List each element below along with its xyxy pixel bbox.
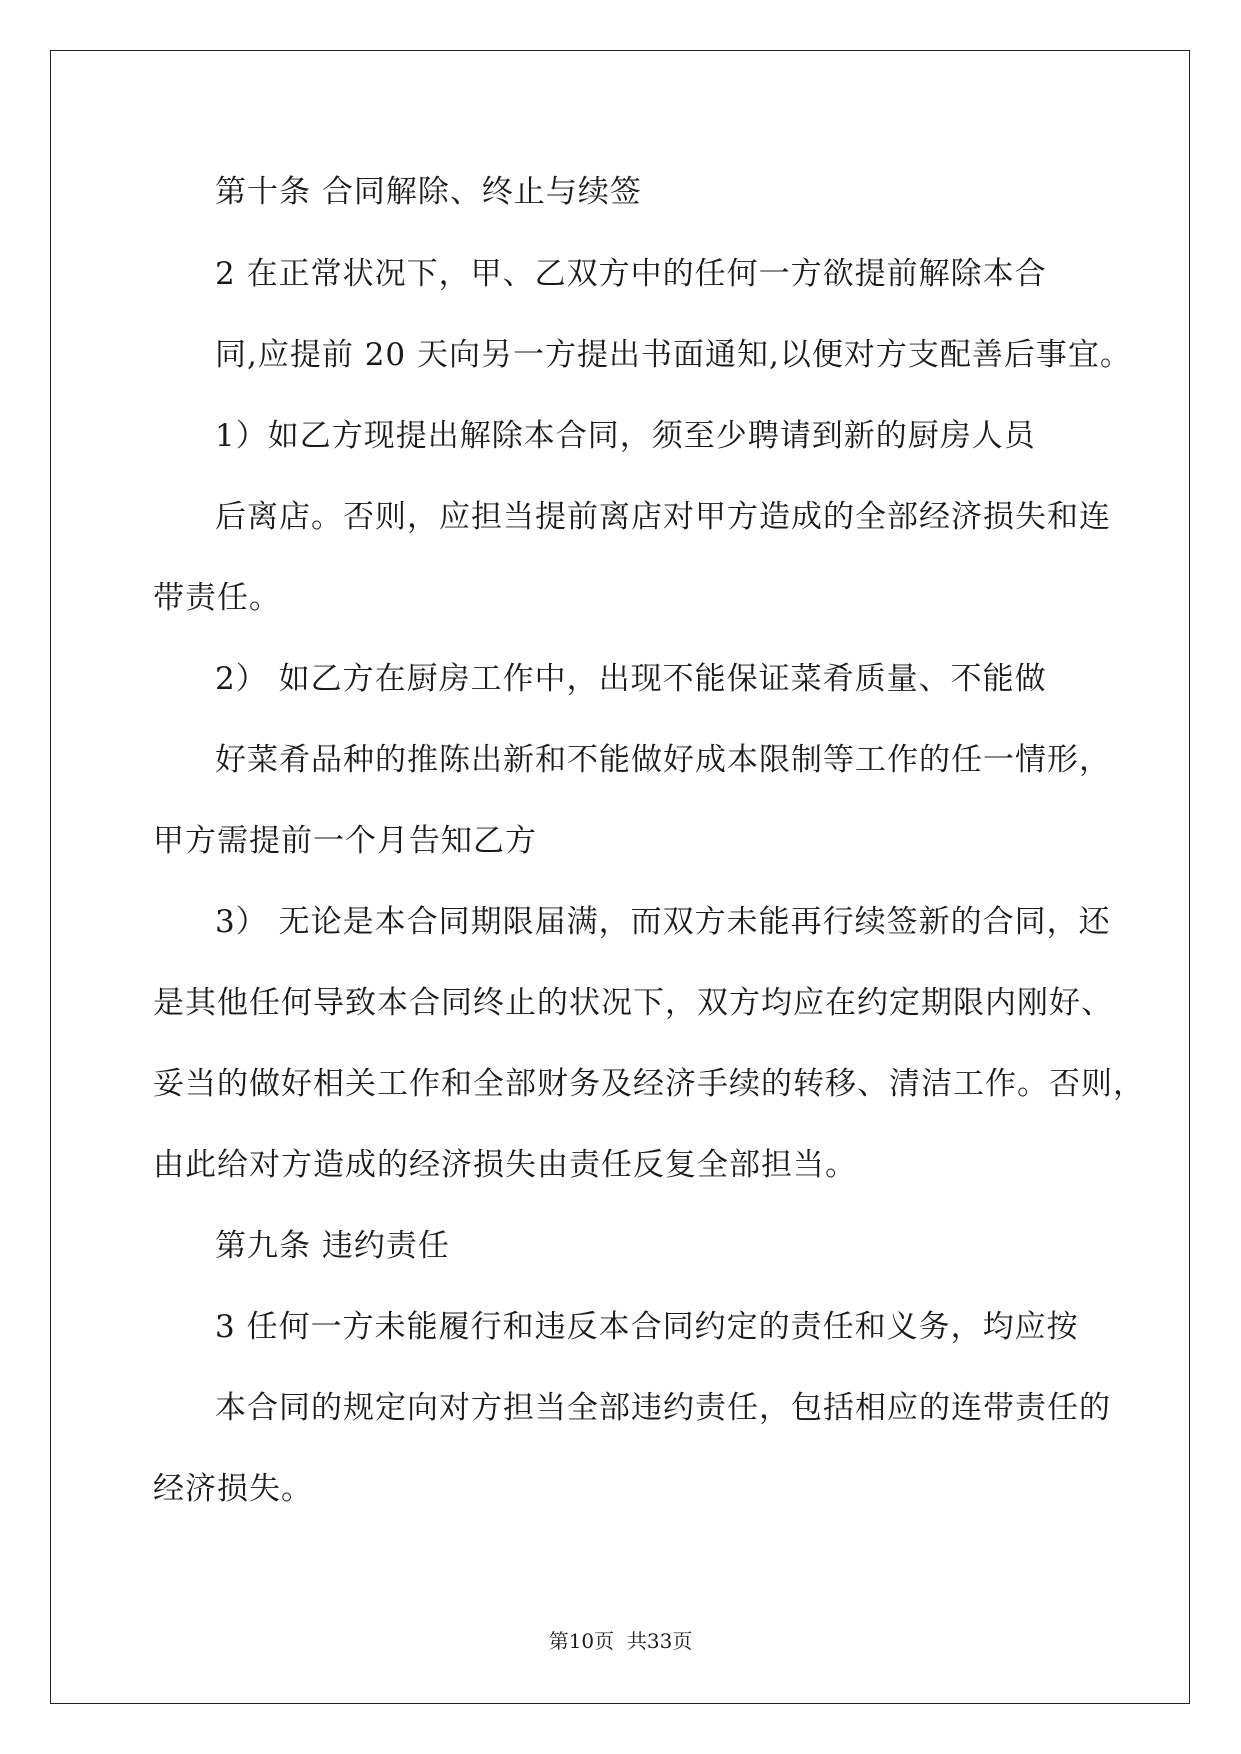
paragraph-line: 后离店。否则，应担当提前离店对甲方造成的全部经济损失和连 (215, 499, 1111, 535)
page-separator: 页 共 (594, 1629, 647, 1653)
clause-10-heading: 第十条 合同解除、终止与续签 (215, 174, 642, 210)
paragraph-line: 甲方需提前一个月告知乙方 (153, 823, 537, 859)
paragraph-line: 由此给对方造成的经济损失由责任反复全部担当。 (153, 1147, 857, 1183)
paragraph-line: 是其他任何导致本合同终止的状况下，双方均应在约定期限内刚好、 (153, 985, 1113, 1021)
page-suffix: 页 (672, 1629, 693, 1653)
paragraph-line: 经济损失。 (153, 1471, 313, 1507)
paragraph-line: 2 在正常状况下，甲、乙双方中的任何一方欲提前解除本合 (215, 256, 1047, 292)
paragraph-line: 妥当的做好相关工作和全部财务及经济手续的转移、清洁工作。否则， (153, 1066, 1145, 1102)
paragraph-line: 本合同的规定向对方担当全部违约责任，包括相应的连带责任的 (215, 1390, 1111, 1426)
paragraph-line: 带责任。 (153, 580, 281, 616)
clause-9-heading: 第九条 违约责任 (215, 1228, 450, 1264)
paragraph-line: 2） 如乙方在厨房工作中，出现不能保证菜肴质量、不能做 (215, 661, 1047, 697)
paragraph-line: 同,应提前 20 天向另一方提出书面通知,以便对方支配善后事宜。 (215, 337, 1132, 373)
page-number-footer (0, 1628, 1241, 1654)
paragraph-line: 3 任何一方未能履行和违反本合同约定的责任和义务，均应按 (215, 1309, 1079, 1345)
paragraph-line: 好菜肴品种的推陈出新和不能做好成本限制等工作的任一情形， (215, 742, 1111, 778)
paragraph-line: 3） 无论是本合同期限届满，而双方未能再行续签新的合同，还 (215, 904, 1111, 940)
current-page: 10 (568, 1629, 595, 1653)
total-pages: 33 (646, 1629, 673, 1653)
paragraph-line: 1）如乙方现提出解除本合同，须至少聘请到新的厨房人员 (215, 418, 1036, 454)
page-border (50, 50, 1190, 1704)
page-prefix: 第 (548, 1629, 569, 1653)
